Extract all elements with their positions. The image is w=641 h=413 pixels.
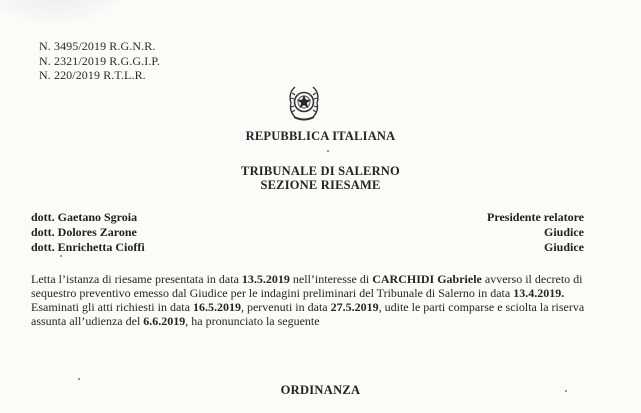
- date-hearing: 6.6.2019: [143, 314, 186, 328]
- scan-speck: [565, 390, 567, 392]
- paragraph-request: [31, 272, 591, 300]
- section-heading: SEZIONE RIESAME: [260, 178, 381, 192]
- judge-name: dott. Gaetano Sgroia: [31, 210, 138, 224]
- judge-name: dott. Dolores Zarone: [31, 225, 137, 239]
- case-references: [39, 39, 160, 83]
- scan-speck: [327, 150, 329, 152]
- italian-republic-emblem-icon: [285, 83, 323, 123]
- text-segment: , udite le parti comparse e sciolta la riserva assunta all’udienza del: [31, 300, 585, 328]
- text-segment: , pervenuti in data: [240, 300, 331, 314]
- text-segment: Letta l’istanza di riesame presentata in data: [31, 272, 242, 286]
- scan-speck: [78, 378, 80, 380]
- text-segment: , ha pronunciato la seguente: [185, 314, 320, 328]
- date-acts-received: 27.5.2019: [330, 300, 379, 314]
- text-segment: avverso il decreto di sequestro preventivo emesso dal Giudice per le indagini preliminari del Tribunale di Salerno in data: [31, 272, 583, 300]
- court-heading: TRIBUNALE DI SALERNO: [241, 164, 400, 178]
- date-request: 13.5.2019: [241, 272, 290, 286]
- order-body: [31, 272, 591, 328]
- judge-roles: [487, 210, 584, 255]
- judge-name: dott. Enrichetta Cioffi: [31, 240, 145, 254]
- republic-heading: REPUBBLICA ITALIANA: [245, 129, 396, 143]
- case-ref-rggip: N. 2321/2019 R.G.G.I.P.: [39, 53, 160, 68]
- text-segment: nell’interesse di: [289, 272, 373, 286]
- document-title: ORDINANZA: [280, 383, 361, 397]
- judge-role: Giudice: [543, 240, 584, 254]
- party-name: CARCHIDI Gabriele: [372, 272, 482, 286]
- scan-speck: [60, 255, 62, 257]
- paragraph-hearing: [31, 300, 591, 328]
- judge-role: Presidente relatore: [487, 210, 584, 224]
- judge-names: [31, 210, 145, 255]
- case-ref-rgnr: N. 3495/2019 R.G.N.R.: [39, 39, 156, 53]
- text-segment: Esaminati gli atti richiesti in data: [31, 300, 193, 314]
- date-decree: 13.4.2019.: [513, 286, 565, 300]
- stamp-mark: [0, 0, 130, 22]
- judge-role: Giudice: [543, 225, 584, 239]
- case-ref-rtlr: N. 220/2019 R.T.L.R.: [39, 68, 146, 82]
- date-acts-requested: 16.5.2019: [192, 300, 241, 314]
